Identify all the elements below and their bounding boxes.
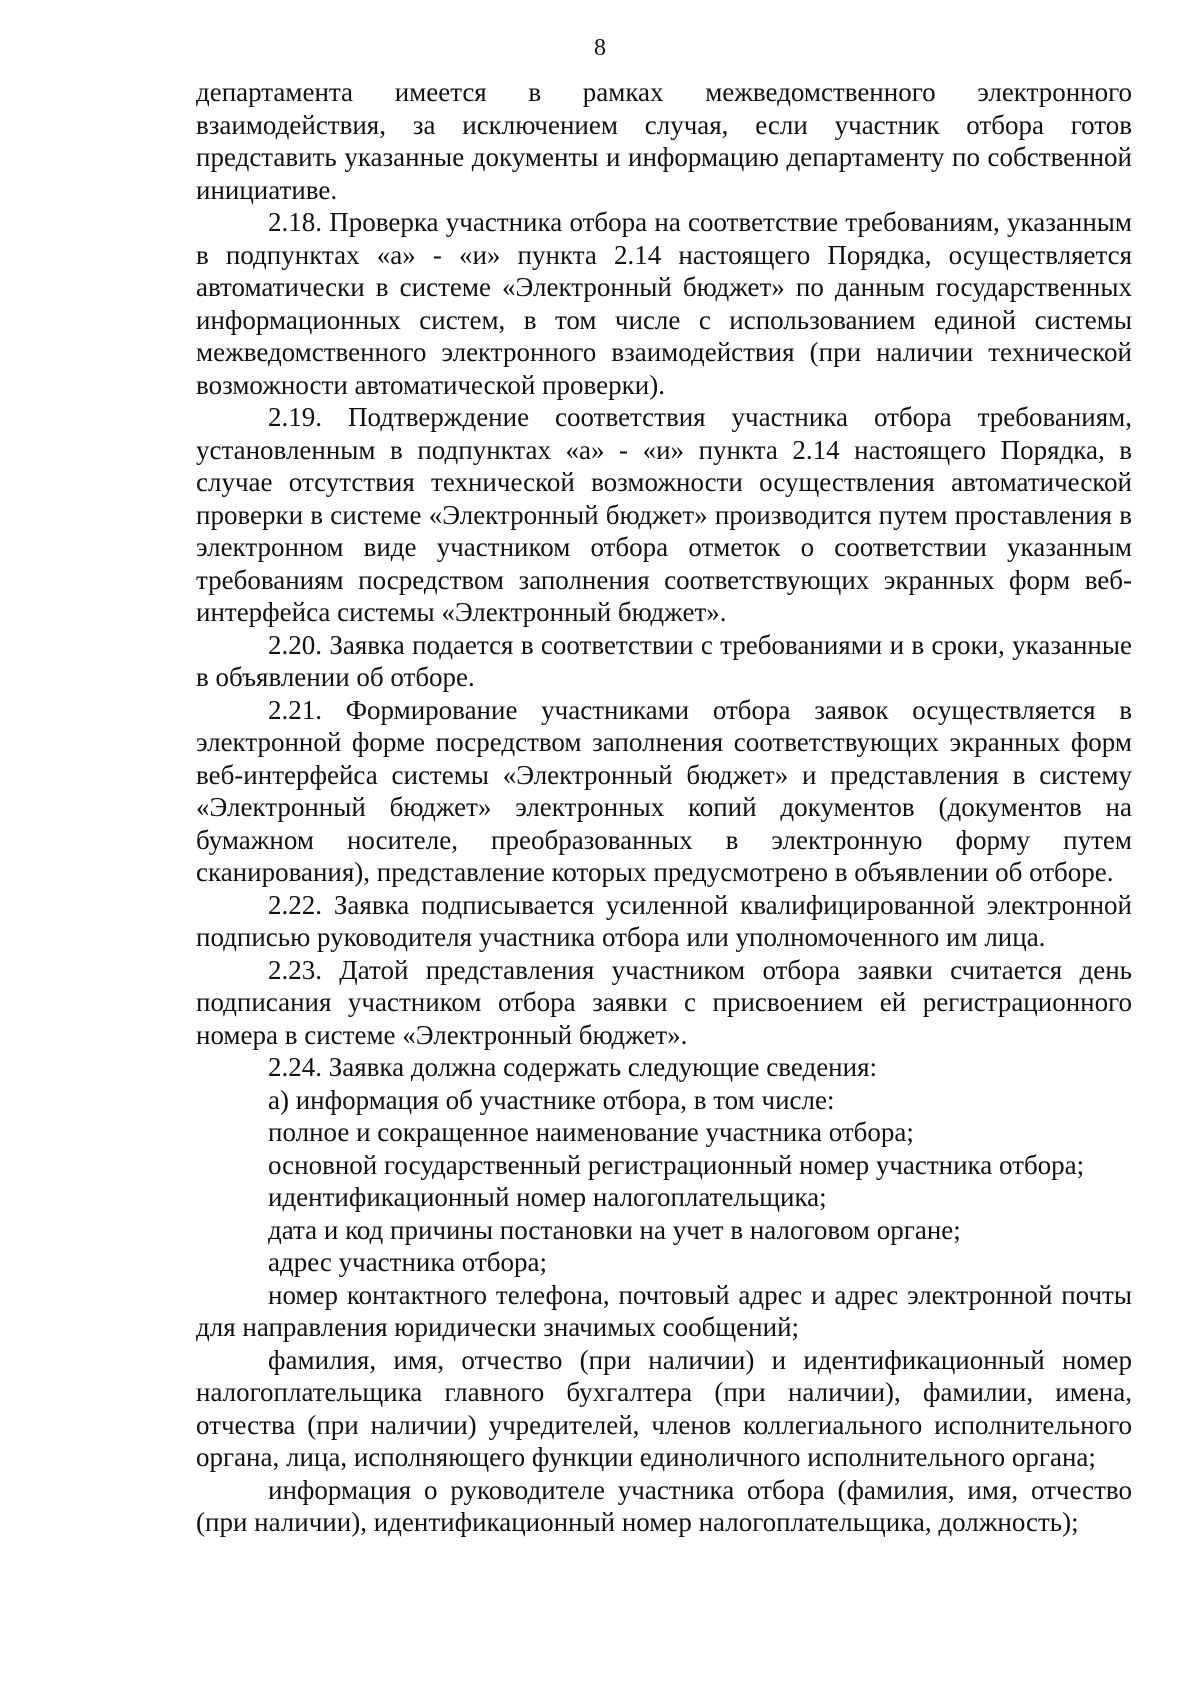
paragraph-2-20: 2.20. Заявка подается в соответствии с требованиями и в сроки, указанные в объявлении об отборе. — [196, 629, 1132, 692]
paragraph-2-19: 2.19. Подтверждение соответствия участника отбора требованиям, установленным в подпунктах «а» - «и» пункта 2.14 настоящего Порядка, в случае отсутствия технической возможности осуществления автоматической проверки в системе «Электронный бюджет» производится путем проставления в электронном виде участником отбора отметок о соответствии указанным требованиям посредством заполнения соответствующих экранных форм веб-интерфейса системы «Электронный бюджет». — [196, 402, 1132, 627]
list-item-contacts: номер контактного телефона, почтовый адрес и адрес электронной почты для направления юридически значимых сообщений; — [196, 1279, 1132, 1342]
page-number: 8 — [594, 35, 606, 61]
paragraph-2-18: 2.18. Проверка участника отбора на соответствие требованиям, указанным в подпунктах «а» - «и» пункта 2.14 настоящего Порядка, осуществляется автоматически в системе «Электронный бюджет» по данным государственных информационных систем, в том числе с использованием единой системы межведомственного электронного взаимодействия (при наличии технической возможности автоматической проверки). — [196, 207, 1132, 400]
list-item-address: адрес участника отбора; — [268, 1247, 547, 1277]
list-item-inn: идентификационный номер налогоплательщика; — [268, 1182, 827, 1212]
paragraph-continuation: департамента имеется в рамках межведомственного электронного взаимодействия, за исключением случая, если участник отбора готов представить указанные документы и информацию департаменту по собственной инициативе. — [196, 77, 1132, 205]
document-body — [196, 76, 1132, 1539]
list-item-accountant-founders: фамилия, имя, отчество (при наличии) и идентификационный номер налогоплательщика главного бухгалтера (при наличии), фамилии, имена, отчества (при наличии) учредителей, членов коллегиального исполнительного органа, лица, исполняющего функции единоличного исполнительного органа; — [196, 1344, 1132, 1472]
paragraph-2-24: 2.24. Заявка должна содержать следующие сведения: — [268, 1052, 878, 1082]
list-item-full-name: полное и сокращенное наименование участника отбора; — [268, 1117, 914, 1147]
list-item-a: а) информация об участнике отбора, в том числе: — [268, 1084, 835, 1115]
list-item-ogrn: основной государственный регистрационный номер участника отбора; — [268, 1149, 1085, 1180]
paragraph-2-21: 2.21. Формирование участниками отбора заявок осуществляется в электронной форме посредством заполнения соответствующих экранных форм веб-интерфейса системы «Электронный бюджет» и представления в систему «Электронный бюджет» электронных копий документов (документов на бумажном носителе, преобразованных в электронную форму путем сканирования), представление которых предусмотрено в объявлении об отборе. — [196, 694, 1132, 887]
paragraph-2-22: 2.22. Заявка подписывается усиленной квалифицированной электронной подписью руководителя участника отбора или уполномоченного им лица. — [196, 889, 1132, 952]
list-item-tax-registration: дата и код причины постановки на учет в налоговом органе; — [268, 1214, 961, 1245]
paragraph-2-23: 2.23. Датой представления участником отбора заявки считается день подписания участником отбора заявки с присвоением ей регистрационного номера в системе «Электронный бюджет». — [196, 954, 1132, 1050]
list-item-head-info: информация о руководителе участника отбора (фамилия, имя, отчество (при наличии), идентификационный номер налогоплательщика, должность); — [196, 1474, 1132, 1537]
